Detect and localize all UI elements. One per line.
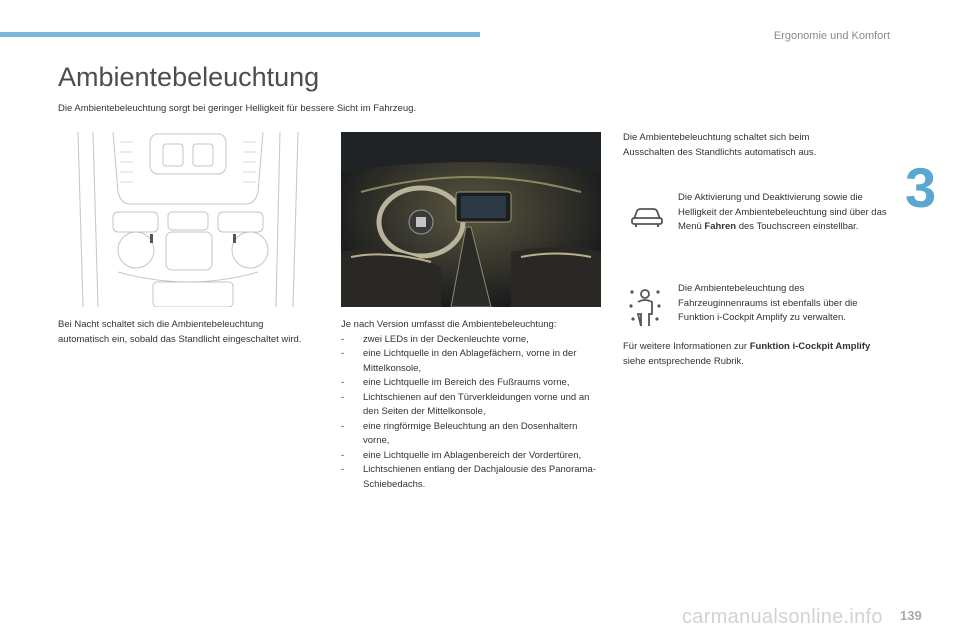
section-label: Ergonomie und Komfort: [773, 30, 890, 42]
versions-list-item-text: zwei LEDs in der Deckenleuchte vorne,: [363, 333, 529, 345]
car-icon: [630, 205, 664, 227]
versions-list: [341, 333, 603, 493]
bullet-dash: -: [341, 449, 345, 461]
chapter-number: 3: [905, 156, 937, 219]
amplify-function-label: Funktion i-Cockpit Amplify: [749, 341, 871, 352]
amplify-info: Die Ambientebeleuchtung des Fahrzeuginnenraums ist ebenfalls über die Funktion i-Cockpit Amplify zu verwalten.: [678, 283, 858, 323]
more-info-text-end: siehe entsprechende Rubrik.: [623, 355, 744, 367]
bullet-dash: -: [341, 391, 345, 403]
more-info-text: [623, 340, 883, 369]
night-activation-text: Bei Nacht schaltet sich die Ambientebeleuchtung automatisch ein, sobald das Standlicht eingeschaltet wird.: [58, 319, 302, 345]
page-number: 139: [900, 608, 922, 623]
menu-driving-label: Fahren: [704, 221, 737, 232]
ceiling-light-illustration: [58, 132, 316, 307]
header-accent-bar: [0, 32, 480, 37]
watermark: carmanualsonline.info: [682, 606, 883, 628]
versions-list-item-text: Lichtschienen auf den Türverkleidungen vorne und an den Seiten der Mittelkonsole,: [363, 391, 590, 417]
versions-list-item-text: eine ringförmige Beleuchtung an den Dosenhaltern vorne,: [363, 420, 578, 446]
versions-list-item-text: Lichtschienen entlang der Dachjalousie des Panorama-Schiebedachs.: [363, 464, 596, 490]
touchscreen-info: [678, 191, 888, 235]
bullet-dash: -: [341, 333, 345, 345]
touchscreen-info-text-end: des Touchscreen einstellbar.: [736, 221, 859, 232]
page-title: Ambientebeleuchtung: [58, 62, 320, 92]
versions-list-item: [341, 347, 603, 376]
bullet-dash: -: [341, 464, 345, 475]
versions-list-item: [341, 376, 603, 391]
versions-list-item: [341, 463, 603, 492]
versions-section: [341, 318, 603, 492]
versions-list-item-text: eine Lichtquelle im Bereich des Fußraums vorne,: [363, 377, 570, 388]
bullet-dash: -: [341, 377, 345, 388]
auto-off-text: Die Ambientebeleuchtung schaltet sich beim Ausschalten des Standlichts automatisch aus.: [623, 132, 817, 158]
versions-list-item: [341, 333, 603, 348]
cockpit-interior-photo: [341, 132, 601, 307]
bullet-dash: -: [341, 348, 345, 359]
intro-text: Die Ambientebeleuchtung sorgt bei geringer Helligkeit für bessere Sicht im Fahrzeug.: [58, 103, 417, 114]
bullet-dash: -: [341, 420, 345, 432]
versions-lead: Je nach Version umfasst die Ambientebeleuchtung:: [341, 319, 557, 330]
person-sensation-icon: [628, 284, 662, 328]
versions-list-item: [341, 449, 603, 464]
versions-list-item: [341, 391, 603, 420]
more-info-text-start: Für weitere Informationen zur: [623, 341, 750, 352]
touchscreen-info-text: Die Aktivierung und Deaktivierung sowie die Helligkeit der Ambientebeleuchtung sind über das Menü: [678, 192, 887, 232]
versions-list-item-text: eine Lichtquelle in den Ablagefächern, vorne in der Mittelkonsole,: [363, 348, 577, 374]
versions-list-item-text: eine Lichtquelle im Ablagenbereich der Vordertüren,: [363, 449, 582, 461]
versions-list-item: [341, 420, 603, 449]
